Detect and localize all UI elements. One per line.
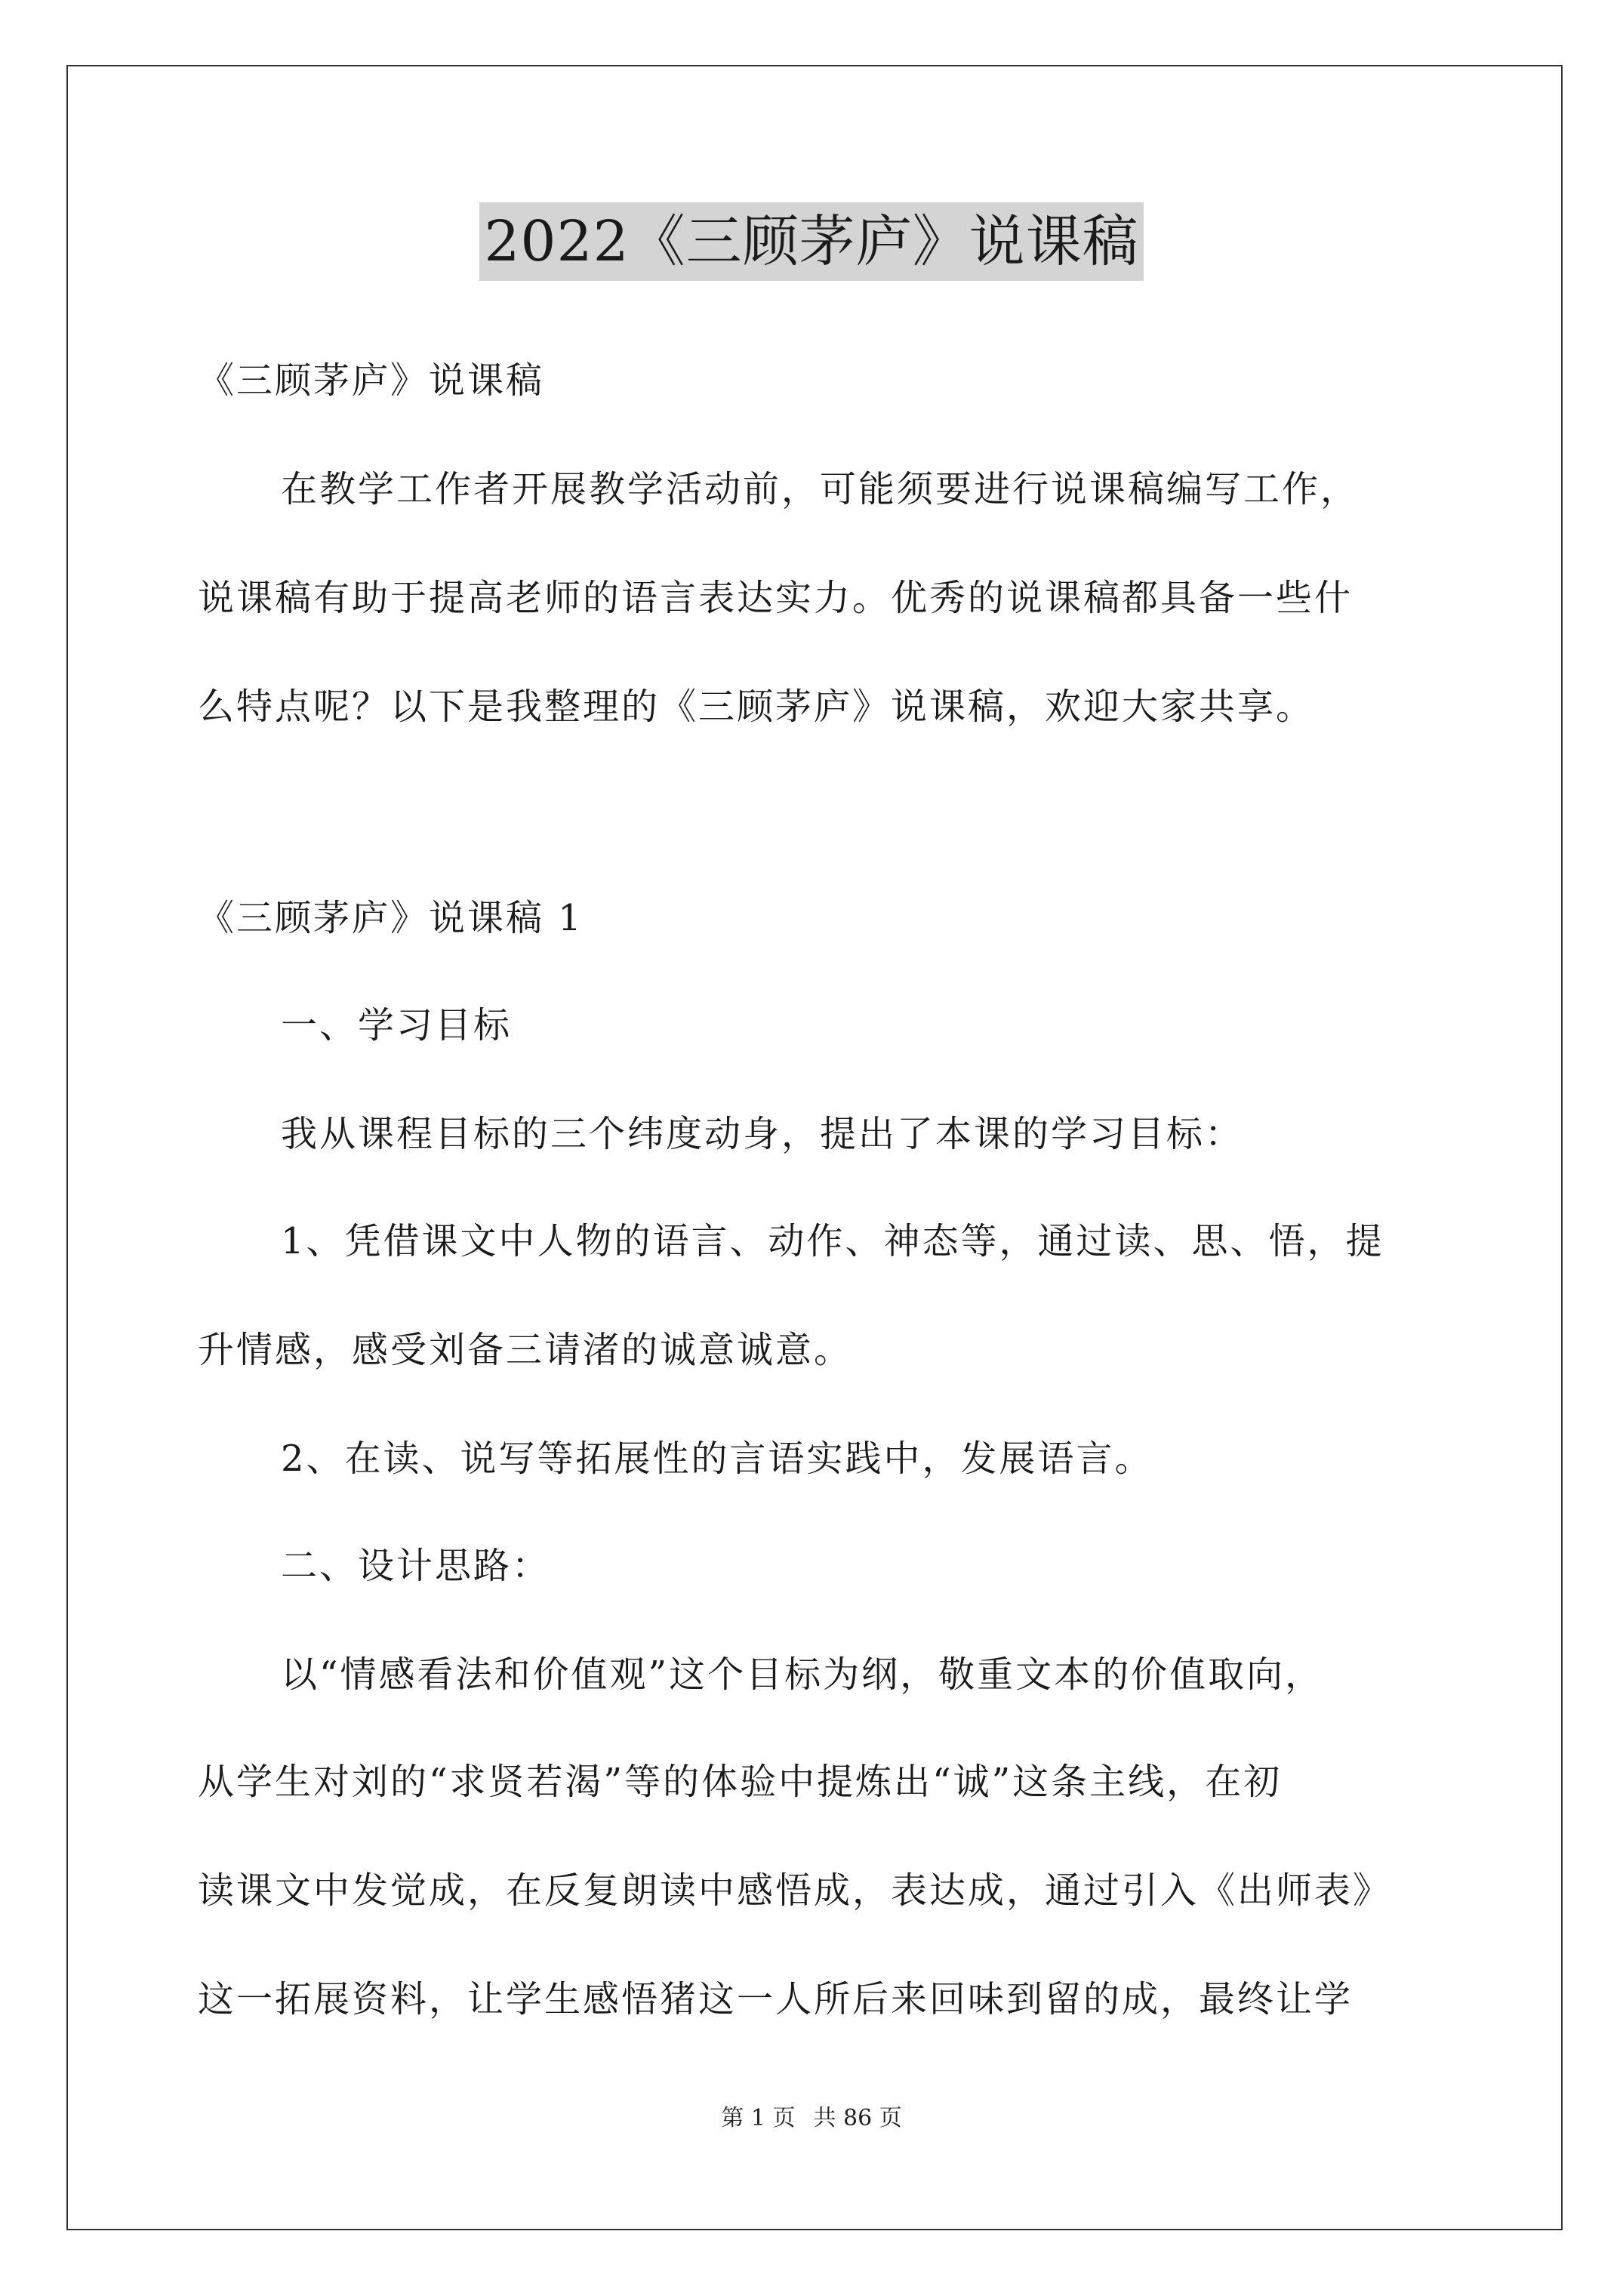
total-pages: 共 86 页: [813, 2105, 902, 2131]
section-heading: 《三顾茅庐》说课稿 1: [198, 897, 584, 939]
paragraph-line: 在教学工作者开展教学活动前，可能须要进行说课稿编写工作，: [281, 468, 1360, 510]
paragraph-line: 我从课程目标的三个纬度动身，提出了本课的学习目标：: [281, 1113, 1244, 1155]
paragraph-line: 一、学习目标: [281, 1004, 513, 1046]
document-title: 2022《三顾茅庐》说课稿: [479, 202, 1143, 281]
subtitle-line: 《三顾茅庐》说课稿: [198, 359, 545, 402]
paragraph-line: 二、设计思路：: [281, 1545, 551, 1587]
paragraph-line: 升情感，感受刘备三请渚的诚意诚意。: [198, 1329, 853, 1371]
paragraph-line: 这一拓展资料，让学生感悟猪这一人所后来回味到留的成，最终让学: [198, 1978, 1354, 2020]
paragraph-line: 以“情感看法和价值观”这个目标为纲，敬重文本的价值取向，: [281, 1653, 1324, 1696]
paragraph-line: 1、凭借课文中人物的语言、动作、神态等，通过读、思、悟，提: [281, 1220, 1384, 1262]
title-container: [0, 202, 1623, 281]
page-footer: [0, 2103, 1623, 2134]
paragraph-line: 说课稿有助于提高老师的语言表达实力。优秀的说课稿都具备一些什: [198, 577, 1354, 619]
paragraph-line: 2、在读、说写等拓展性的言语实践中，发展语言。: [281, 1438, 1153, 1480]
paragraph-line: 读课文中发觉成，在反复朗读中感悟成，表达成，通过引入《出师表》: [198, 1869, 1392, 1912]
page-number: 第 1 页: [721, 2105, 796, 2131]
paragraph-line: 从学生对刘的“求贤若渴”等的体验中提炼出“诚”这条主线，在初: [198, 1761, 1283, 1803]
paragraph-line: 么特点呢？以下是我整理的《三顾茅庐》说课稿，欢迎大家共享。: [198, 686, 1315, 728]
